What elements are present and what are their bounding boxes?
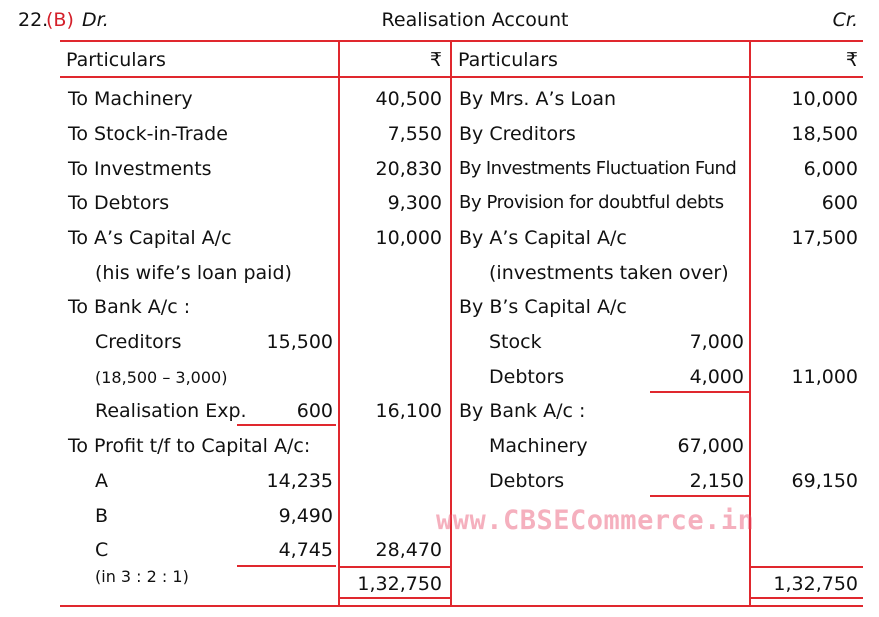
debit-profit-b-label: B — [95, 505, 109, 527]
debit-stock-amount: 7,550 — [387, 123, 442, 145]
credit-creditors-label: By Creditors — [459, 123, 576, 145]
debit-stock-label: To Stock-in-Trade — [68, 123, 228, 145]
question-part: (B) — [46, 9, 74, 31]
b-capital-subtotal-rule — [650, 391, 749, 393]
debit-investments-label: To Investments — [68, 158, 212, 180]
credit-bank-total: 69,150 — [791, 470, 858, 492]
header-bottom-rule — [60, 76, 863, 78]
credit-ifund-amount: 6,000 — [803, 158, 858, 180]
credit-bank-machinery-label: Machinery — [489, 435, 588, 457]
credit-total-bottom-rule — [750, 597, 863, 599]
debit-bank-creditors-label: Creditors — [95, 331, 182, 353]
debit-profit-a-label: A — [95, 470, 108, 492]
credit-creditors-amount: 18,500 — [791, 123, 858, 145]
credit-provision-amount: 600 — [821, 192, 858, 214]
debit-a-capital-label: To A’s Capital A/c — [68, 227, 232, 249]
debit-a-capital-amount: 10,000 — [375, 227, 442, 249]
credit-grand-total: 1,32,750 — [773, 573, 858, 595]
credit-ifund-label: By Investments Fluctuation Fund — [459, 158, 737, 179]
debit-total-bottom-rule — [338, 597, 451, 599]
credit-b-capital-debtors-amount: 4,000 — [689, 366, 744, 388]
debit-bank-label: To Bank A/c : — [68, 296, 191, 318]
credit-bank-label: By Bank A/c : — [459, 400, 586, 422]
credit-loan-label: By Mrs. A’s Loan — [459, 88, 617, 110]
debit-profit-b-amount: 9,490 — [278, 505, 333, 527]
debit-bank-creditors-note: (18,500 – 3,000) — [95, 368, 228, 387]
watermark: www.CBSECommerce.in — [436, 505, 755, 536]
debit-debtors-amount: 9,300 — [387, 192, 442, 214]
debit-investments-amount: 20,830 — [375, 158, 442, 180]
credit-bank-debtors-label: Debtors — [489, 470, 565, 492]
debit-profit-c-label: C — [95, 539, 109, 561]
debit-profit-total: 28,470 — [375, 539, 442, 561]
debit-a-capital-note: (his wife’s loan paid) — [95, 262, 292, 284]
debit-amount-header: ₹ — [429, 49, 442, 71]
credit-loan-amount: 10,000 — [791, 88, 858, 110]
debit-total-top-rule — [338, 566, 451, 568]
debit-machinery-label: To Machinery — [68, 88, 193, 110]
credit-a-capital-amount: 17,500 — [791, 227, 858, 249]
debit-bank-exp-amount: 600 — [296, 400, 333, 422]
credit-b-capital-stock-label: Stock — [489, 331, 542, 353]
debit-profit-c-amount: 4,745 — [278, 539, 333, 561]
debit-debtors-label: To Debtors — [68, 192, 170, 214]
debit-machinery-amount: 40,500 — [375, 88, 442, 110]
credit-a-capital-note: (investments taken over) — [489, 262, 729, 284]
credit-side-label: Cr. — [832, 9, 858, 31]
credit-particulars-header: Particulars — [458, 49, 558, 71]
debit-bank-exp-label: Realisation Exp. — [95, 400, 247, 422]
credit-bank-machinery-amount: 67,000 — [677, 435, 744, 457]
credit-bank-subtotal-rule — [650, 495, 749, 497]
table-bottom-rule — [60, 605, 863, 607]
debit-bank-total: 16,100 — [375, 400, 442, 422]
debit-profit-label: To Profit t/f to Capital A/c: — [68, 435, 311, 457]
question-number: 22. — [18, 9, 49, 31]
debit-side-label: Dr. — [82, 9, 109, 31]
account-title: Realisation Account — [381, 9, 569, 31]
debit-grand-total: 1,32,750 — [357, 573, 442, 595]
credit-b-capital-stock-amount: 7,000 — [689, 331, 744, 353]
credit-bank-debtors-amount: 2,150 — [689, 470, 744, 492]
debit-profit-a-amount: 14,235 — [266, 470, 333, 492]
debit-bank-creditors-amount: 15,500 — [266, 331, 333, 353]
credit-amount-header: ₹ — [845, 49, 858, 71]
profit-subtotal-rule — [237, 565, 336, 567]
debit-profit-ratio: (in 3 : 2 : 1) — [95, 567, 189, 586]
debit-particulars-header: Particulars — [66, 49, 166, 71]
credit-total-top-rule — [750, 566, 863, 568]
bank-subtotal-rule — [237, 424, 336, 426]
credit-b-capital-debtors-label: Debtors — [489, 366, 565, 388]
credit-b-capital-label: By B’s Capital A/c — [459, 296, 627, 318]
credit-provision-label: By Provision for doubtful debts — [459, 192, 724, 213]
credit-a-capital-label: By A’s Capital A/c — [459, 227, 627, 249]
credit-b-capital-total: 11,000 — [791, 366, 858, 388]
table-top-rule — [60, 40, 863, 42]
